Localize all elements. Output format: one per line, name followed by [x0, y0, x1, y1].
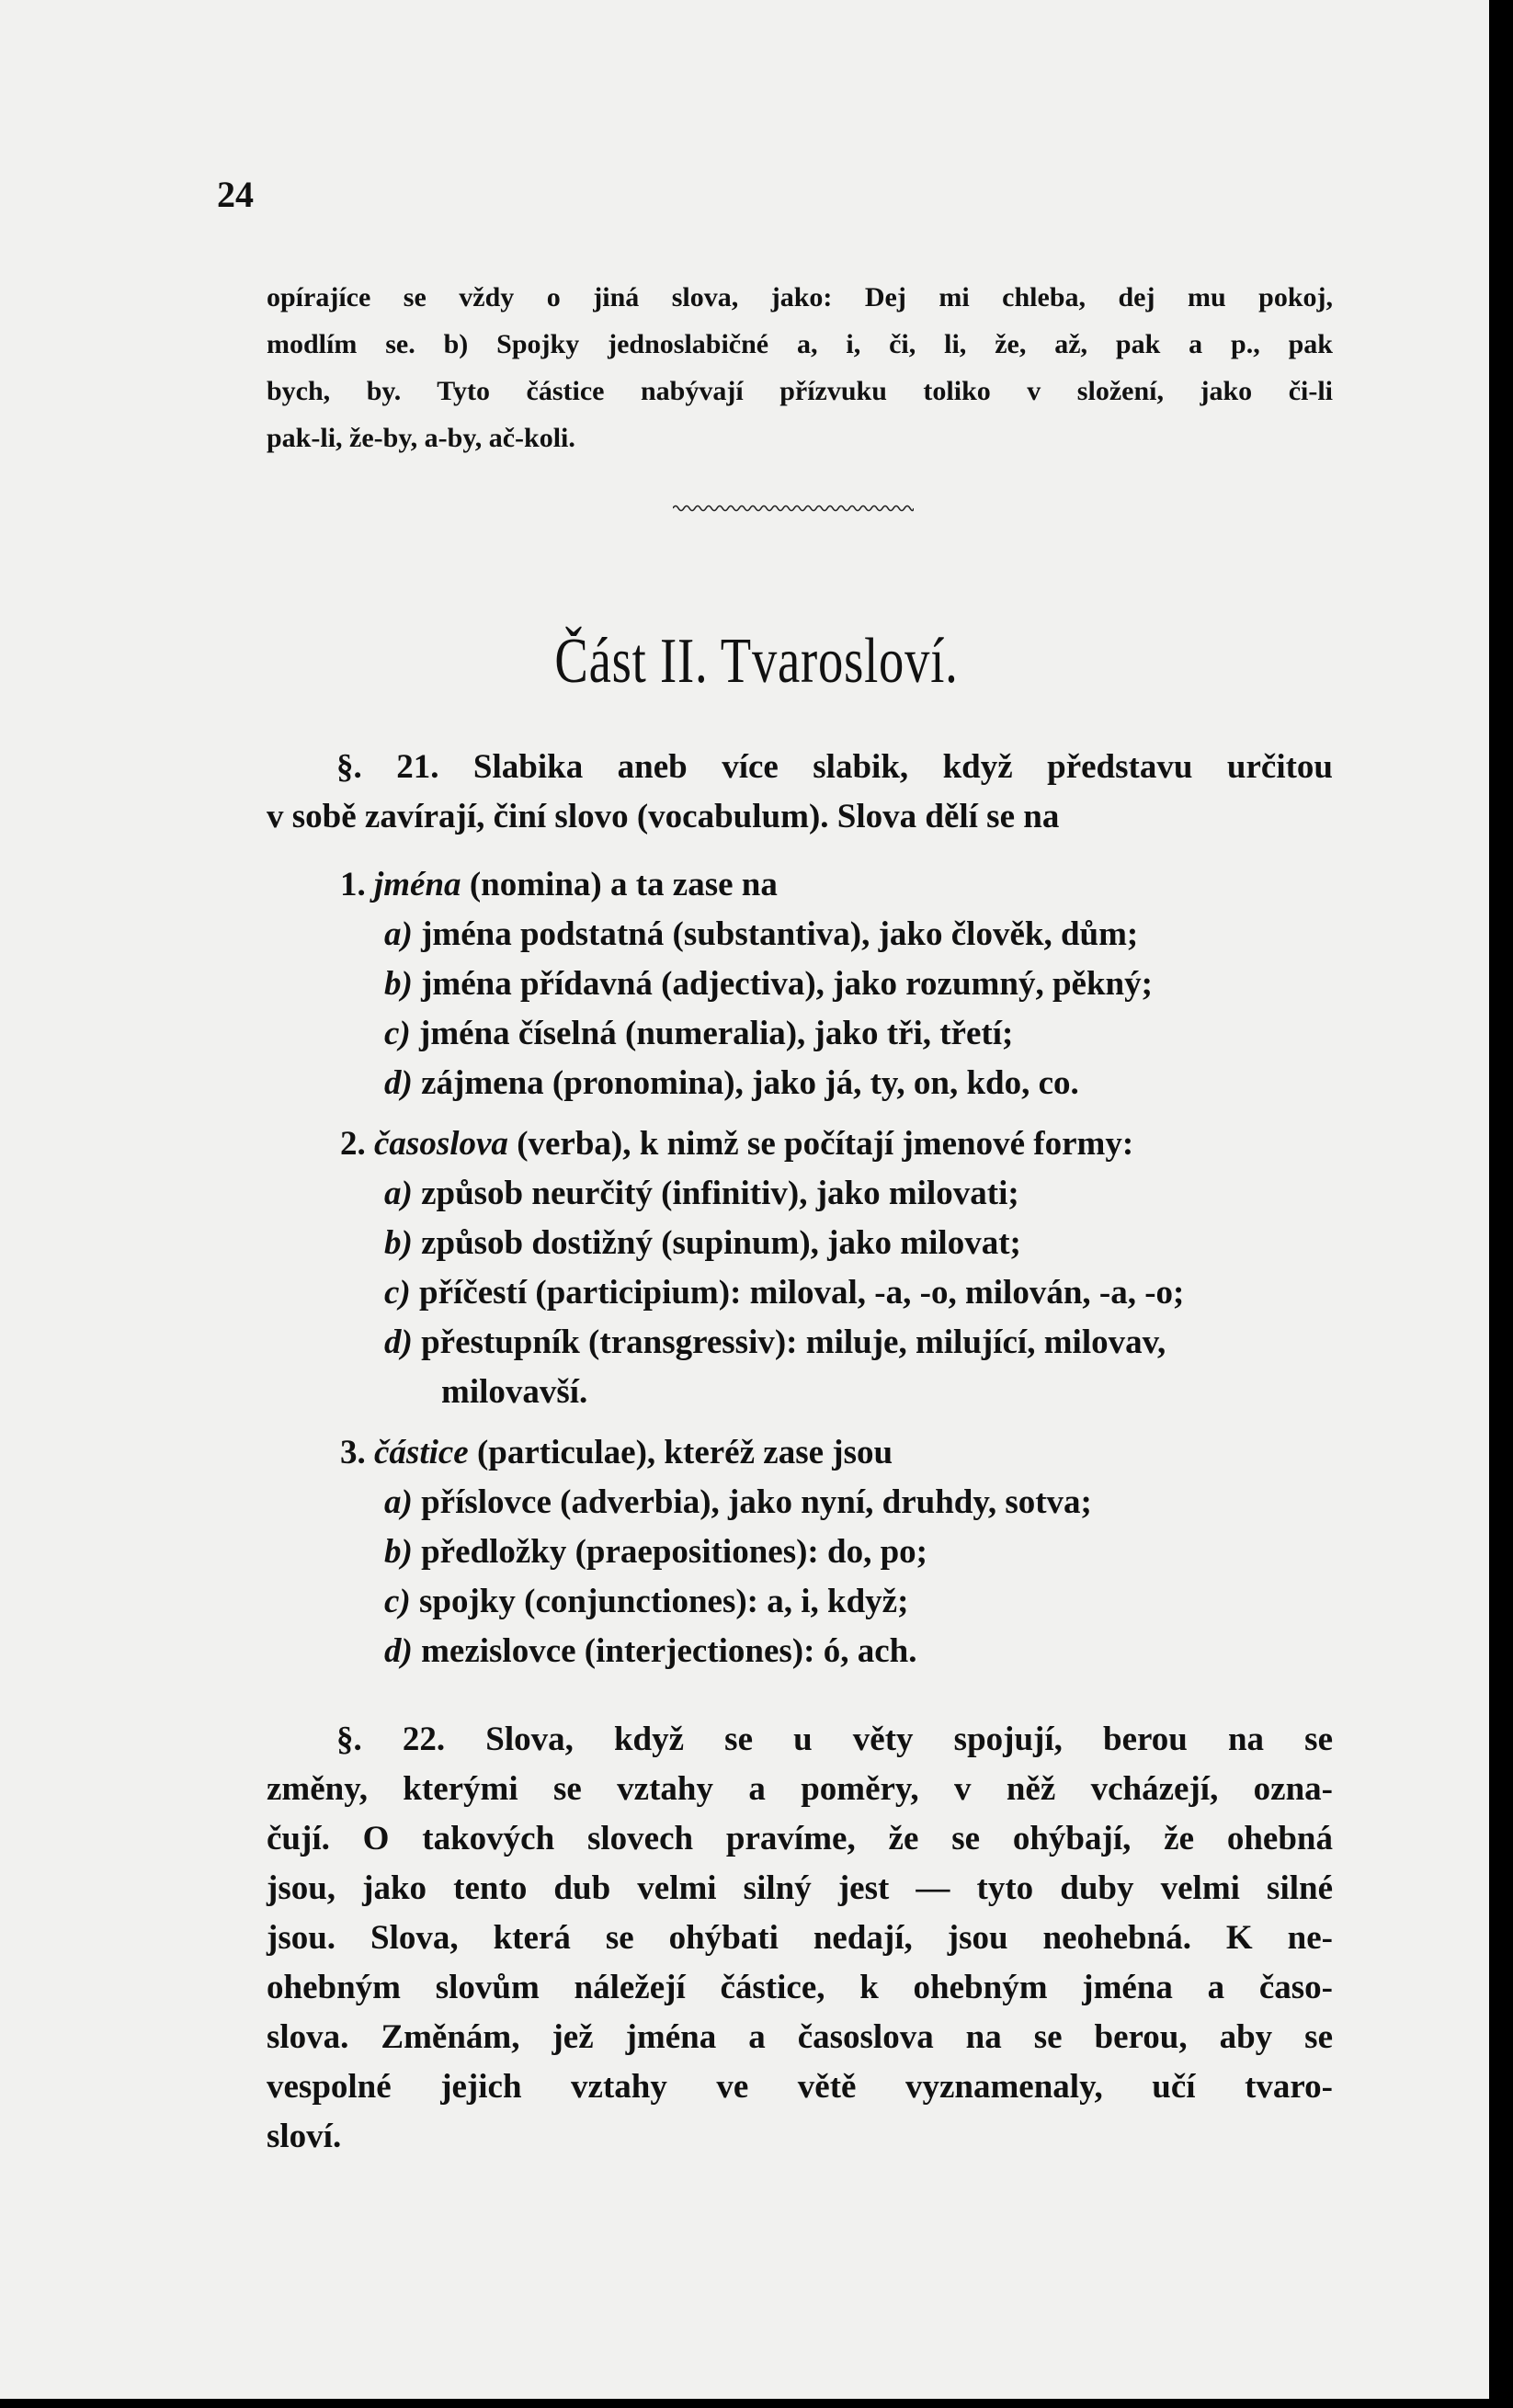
- category-verbs: [267, 1119, 1333, 1417]
- category-rest: (verba), k nimž se počítají jmenové formy:: [517, 1125, 1134, 1163]
- list-item: a) jména podstatná (substantiva), jako člověk, dům;: [384, 915, 1139, 953]
- paragraph-line: sloví.: [267, 2118, 342, 2155]
- category-nouns: [267, 860, 1333, 1108]
- paragraph-line: čují. O takových slovech pravíme, že se ohýbají, že ohebná: [267, 1820, 1333, 1857]
- list-item: d) přestupník (transgressiv): miluje, milující, milovav,: [384, 1323, 1166, 1361]
- list-item: c) spojky (conjunctiones): a, i, když;: [384, 1583, 909, 1620]
- intro-line: bych, by. Tyto částice nabývají přízvuku toliko v složení, jako či-li: [267, 376, 1333, 406]
- category-number: 1.: [340, 866, 366, 903]
- list-item: d) zájmena (pronomina), jako já, ty, on, kdo, co.: [384, 1064, 1079, 1102]
- list-item: c) příčestí (participium): miloval, -a, -o, milován, -a, -o;: [384, 1274, 1185, 1312]
- page-number: 24: [217, 174, 254, 215]
- paragraph-line: změny, kterými se vztahy a poměry, v něž vcházejí, ozna-: [267, 1770, 1333, 1808]
- category-number: 3.: [340, 1434, 366, 1471]
- category-particles: [267, 1428, 1333, 1676]
- list-item-continuation: milovavší.: [441, 1373, 588, 1411]
- paragraph-line: jsou. Slova, která se ohýbati nedají, jsou neohebná. K ne-: [267, 1919, 1333, 1957]
- category-term: jména: [374, 866, 461, 903]
- category-number: 2.: [340, 1125, 366, 1163]
- paragraph-21: [267, 743, 1333, 842]
- list-item: b) způsob dostižný (supinum), jako milovat;: [384, 1224, 1021, 1262]
- category-term: časoslova: [374, 1125, 508, 1163]
- paragraph-line: §. 21. Slabika aneb více slabik, když představu určitou: [336, 748, 1333, 786]
- paragraph-line: slova. Změnám, jež jména a časoslova na se berou, aby se: [267, 2018, 1333, 2056]
- paragraph-line: ohebným slovům náležejí částice, k ohebným jména a časo-: [267, 1969, 1333, 2006]
- word-categories-list: [267, 860, 1333, 1676]
- paragraph-line: jsou, jako tento dub velmi silný jest — tyto duby velmi silné: [267, 1869, 1333, 1907]
- intro-line: opírajíce se vždy o jiná slova, jako: Dej mi chleba, dej mu pokoj,: [267, 282, 1333, 312]
- list-item: c) jména číselná (numeralia), jako tři, třetí;: [384, 1015, 1014, 1052]
- category-term: částice: [374, 1434, 469, 1471]
- list-item: b) předložky (praepositiones): do, po;: [384, 1533, 927, 1571]
- section-title: Část II. Tvarosloví.: [554, 626, 959, 697]
- list-item: d) mezislovce (interjectiones): ó, ach.: [384, 1632, 917, 1670]
- paragraph-line: v sobě zavírají, činí slovo (vocabulum). Slova dělí se na: [267, 798, 1060, 835]
- intro-line: modlím se. b) Spojky jednoslabičné a, i, či, li, že, až, pak a p., pak: [267, 329, 1333, 359]
- paragraph-line: vespolné jejich vztahy ve větě vyznamenaly, učí tvaro-: [267, 2068, 1333, 2106]
- list-item: b) jména přídavná (adjectiva), jako rozumný, pěkný;: [384, 965, 1153, 1003]
- paragraph-22: [267, 1715, 1333, 2162]
- intro-paragraph: [267, 274, 1333, 461]
- intro-line: pak-li, že-by, a-by, ač-koli.: [267, 423, 575, 453]
- category-rest: (particulae), kteréž zase jsou: [476, 1434, 893, 1471]
- wavy-divider: [673, 504, 914, 513]
- list-item: a) příslovce (adverbia), jako nyní, druhdy, sotva;: [384, 1483, 1092, 1521]
- list-item: a) způsob neurčitý (infinitiv), jako milovati;: [384, 1175, 1019, 1212]
- paragraph-line: §. 22. Slova, když se u věty spojují, berou na se: [336, 1721, 1333, 1758]
- category-rest: (nomina) a ta zase na: [469, 866, 778, 903]
